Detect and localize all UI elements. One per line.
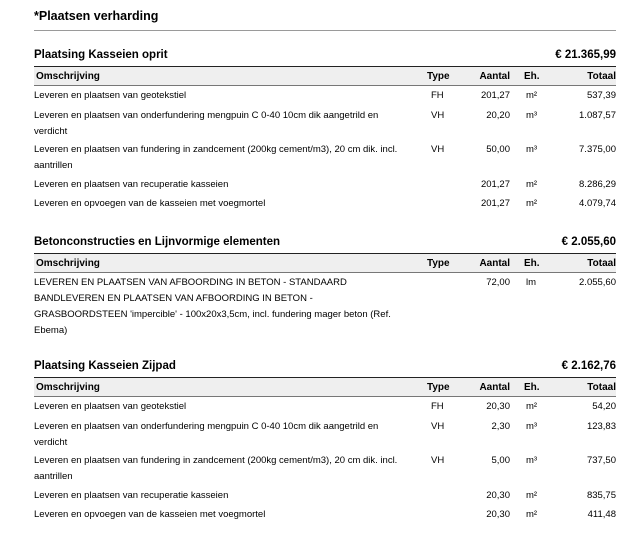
column-header <box>34 66 616 86</box>
section-kasseien-oprit <box>34 46 616 214</box>
col-omschrijving: Omschrijving <box>36 382 100 393</box>
row-eh: m² <box>526 179 538 190</box>
section-title: Plaatsing Kasseien Zijpad <box>34 360 176 372</box>
col-totaal: Totaal <box>587 258 616 269</box>
col-type: Type <box>427 71 450 82</box>
row-eh: m³ <box>526 144 538 155</box>
row-totaal: 123,83 <box>586 421 616 432</box>
row-type: FH <box>431 90 444 101</box>
row-totaal: 537,39 <box>586 90 616 101</box>
section-header <box>34 233 616 253</box>
row-eh: m² <box>526 198 538 209</box>
section-title: Betonconstructies en Lijnvormige elementen <box>34 236 281 248</box>
table-row <box>34 86 616 106</box>
section-betonconstructies <box>34 233 616 345</box>
table-row <box>34 505 616 525</box>
table-row <box>34 397 616 417</box>
row-totaal: 2.055,60 <box>579 277 616 288</box>
row-description: LEVEREN EN PLAATSEN VAN AFBOORDING IN BETON - STANDAARD BANDLEVEREN EN PLAATSEN VAN AFBOORDING IN BETON - GRASBOORDSTEEN 'impercible' - 100x20x3,5cm, incl. fundering mager beton (Ref. Ebema) <box>34 277 391 336</box>
row-aantal: 20,20 <box>486 110 510 121</box>
row-eh: lm <box>526 277 537 288</box>
table-row <box>34 140 616 175</box>
row-aantal: 2,30 <box>491 421 510 432</box>
col-totaal: Totaal <box>587 71 616 82</box>
row-type: VH <box>431 455 445 466</box>
col-eh: Eh. <box>524 71 540 82</box>
row-aantal: 72,00 <box>486 277 510 288</box>
col-type: Type <box>427 382 450 393</box>
row-description: Leveren en plaatsen van recuperatie kasseien <box>34 490 229 501</box>
section-kasseien-zijpad <box>34 357 616 525</box>
row-aantal: 20,30 <box>486 509 510 520</box>
section-header <box>34 357 616 377</box>
row-type: VH <box>431 421 445 432</box>
table-row <box>34 486 616 505</box>
column-header <box>34 377 616 397</box>
row-description: Leveren en plaatsen van geotekstiel <box>34 90 187 101</box>
row-description: Leveren en plaatsen van geotekstiel <box>34 401 187 412</box>
row-aantal: 20,30 <box>486 490 510 501</box>
row-eh: m³ <box>526 421 538 432</box>
row-description: Leveren en opvoegen van de kasseien met voegmortel <box>34 198 266 209</box>
column-header <box>34 253 616 273</box>
row-eh: m² <box>526 401 538 412</box>
table-row <box>34 273 616 345</box>
row-description: Leveren en opvoegen van de kasseien met voegmortel <box>34 509 266 520</box>
row-totaal: 8.286,29 <box>579 179 616 190</box>
section-header <box>34 46 616 66</box>
row-aantal: 201,27 <box>480 90 510 101</box>
section-amount: € 2.055,60 <box>561 236 616 248</box>
section-title: Plaatsing Kasseien oprit <box>34 49 168 61</box>
table-row <box>34 106 616 140</box>
row-eh: m² <box>526 90 538 101</box>
row-totaal: 54,20 <box>592 401 616 412</box>
section-amount: € 21.365,99 <box>555 49 616 61</box>
col-eh: Eh. <box>524 258 540 269</box>
row-totaal: 7.375,00 <box>579 144 616 155</box>
row-aantal: 50,00 <box>486 144 510 155</box>
col-omschrijving: Omschrijving <box>36 258 100 269</box>
col-aantal: Aantal <box>479 258 510 269</box>
col-aantal: Aantal <box>479 382 510 393</box>
row-eh: m² <box>526 490 538 501</box>
col-totaal: Totaal <box>587 382 616 393</box>
row-aantal: 201,27 <box>480 198 510 209</box>
row-aantal: 201,27 <box>480 179 510 190</box>
row-type: FH <box>431 401 444 412</box>
row-description: Leveren en plaatsen van onderfundering mengpuin C 0-40 10cm dik aangetrild en verdicht <box>34 110 379 137</box>
row-aantal: 5,00 <box>491 455 510 466</box>
col-aantal: Aantal <box>479 71 510 82</box>
row-description: Leveren en plaatsen van recuperatie kasseien <box>34 179 229 190</box>
table-row <box>34 194 616 214</box>
col-eh: Eh. <box>524 382 540 393</box>
col-type: Type <box>427 258 450 269</box>
row-description: Leveren en plaatsen van onderfundering mengpuin C 0-40 10cm dik aangetrild en verdicht <box>34 421 379 448</box>
col-omschrijving: Omschrijving <box>36 71 100 82</box>
row-totaal: 4.079,74 <box>579 198 616 209</box>
table-row <box>34 451 616 486</box>
table-row <box>34 417 616 451</box>
row-eh: m³ <box>526 455 538 466</box>
row-description: Leveren en plaatsen van fundering in zandcement (200kg cement/m3), 20 cm dik. incl. aantrillen <box>34 455 398 482</box>
row-eh: m² <box>526 509 538 520</box>
row-totaal: 1.087,57 <box>579 110 616 121</box>
row-aantal: 20,30 <box>486 401 510 412</box>
row-totaal: 835,75 <box>586 490 616 501</box>
row-totaal: 737,50 <box>586 455 616 466</box>
row-totaal: 411,48 <box>587 509 616 520</box>
page-title: *Plaatsen verharding <box>34 9 616 31</box>
row-type: VH <box>431 110 445 121</box>
section-amount: € 2.162,76 <box>561 360 616 372</box>
table-row <box>34 175 616 194</box>
row-type: VH <box>431 144 445 155</box>
row-description: Leveren en plaatsen van fundering in zandcement (200kg cement/m3), 20 cm dik. incl. aantrillen <box>34 144 398 171</box>
row-eh: m³ <box>526 110 538 121</box>
